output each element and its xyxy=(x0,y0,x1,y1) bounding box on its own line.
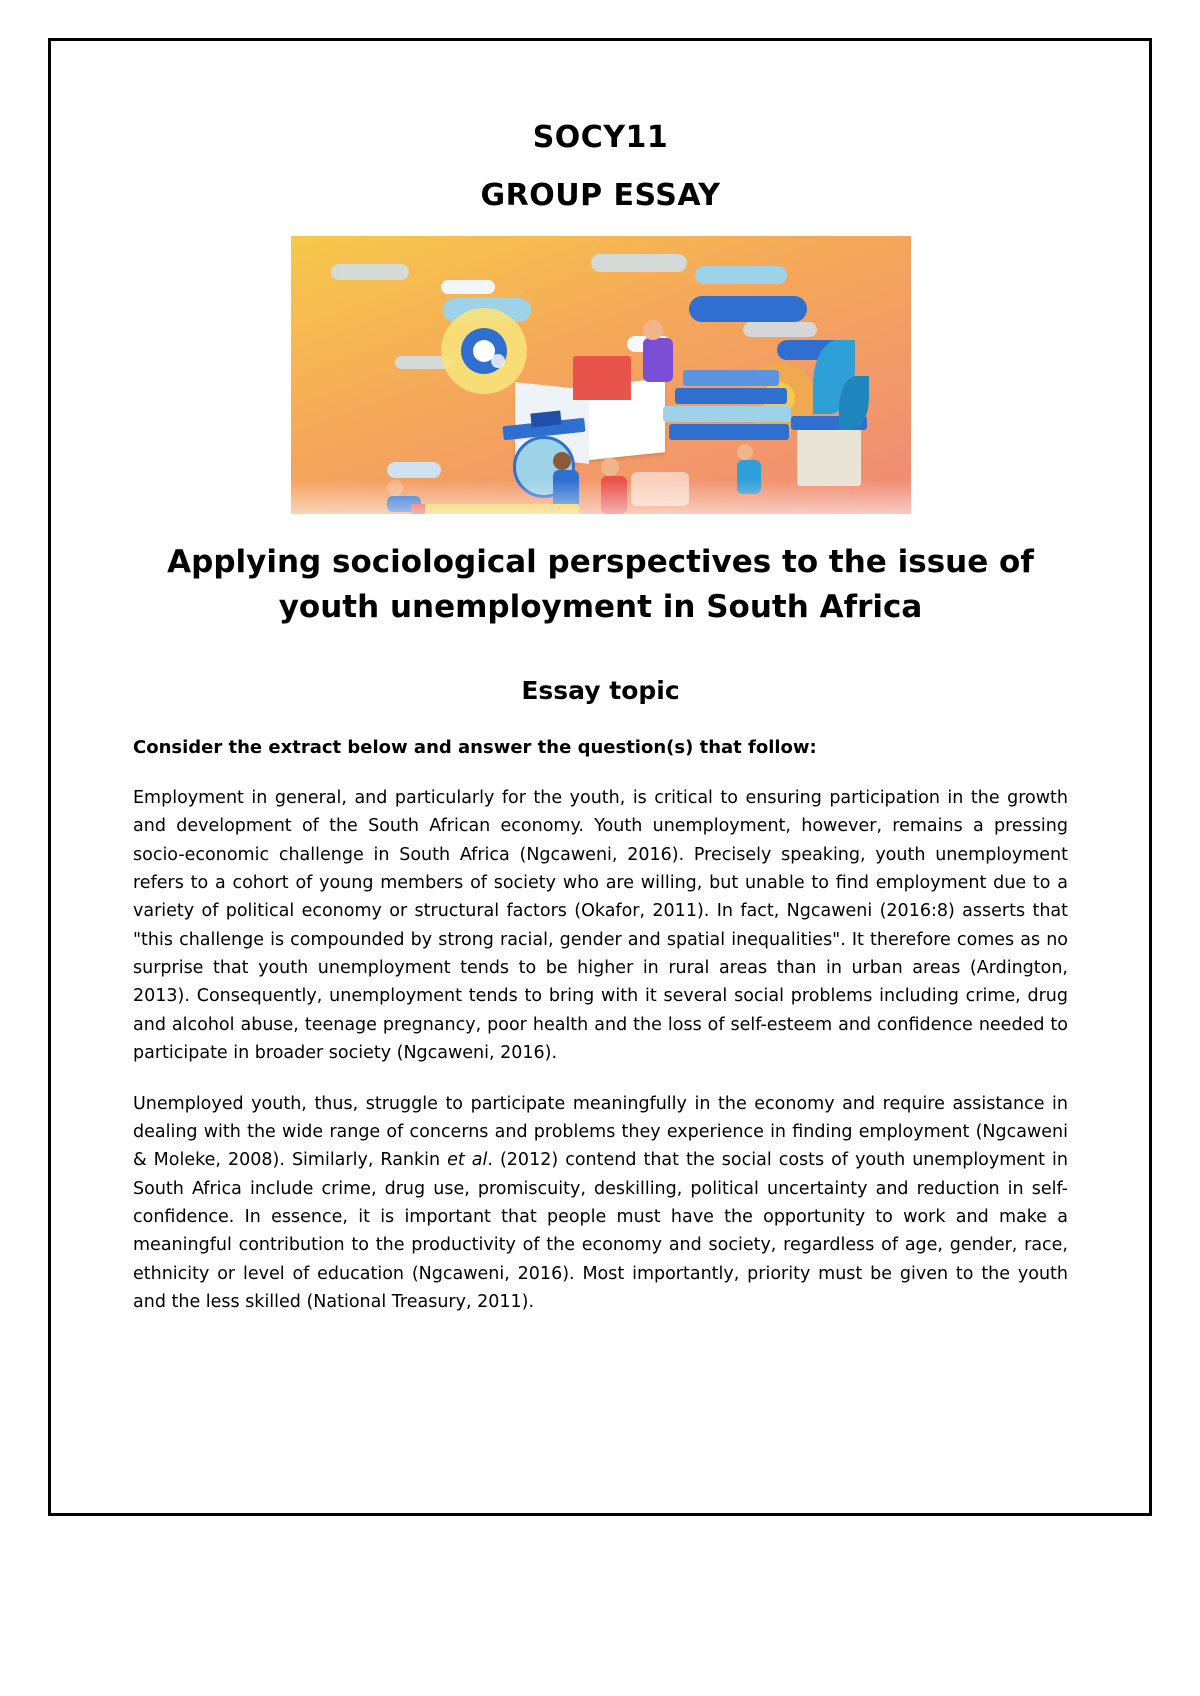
extract-paragraph-1: Employment in general, and particularly for the youth, is critical to ensuring participation in the growth and development of the South African economy. Youth unemployment, however, remains a pressing socio-economic challenge in South Africa (Ngcaweni, 2016). Precisely speaking, youth unemployment refers to a cohort of young members of society who are willing, but unable to find employment due to a variety of political economy or structural factors (Okafor, 2011). In fact, Ngcaweni (2016:8) asserts that "this challenge is compounded by strong racial, gender and spatial inequalities". It therefore comes as no surprise that youth unemployment tends to be higher in rural areas than in urban areas (Ardington, 2013). Consequently, unemployment tends to bring with it several social problems including crime, drug and alcohol abuse, teenage pregnancy, poor health and the loss of self-esteem and confidence needed to participate in broader society (Ngcaweni, 2016). xyxy=(133,788,1068,1064)
essay-prompt: Consider the extract below and answer the question(s) that follow: xyxy=(133,736,817,758)
education-books-people-illustration xyxy=(291,236,911,514)
document-content xyxy=(133,120,1068,1338)
course-code: SOCY11 xyxy=(532,120,669,155)
page-title: Applying sociological perspectives to the issue of youth unemployment in South Africa xyxy=(167,544,1034,625)
paragraph-2-text-start: Unemployed youth, thus, struggle to participate meaningfully in the economy and require assistance in dealing with the wide range of concerns and problems they experience in finding employment (Ngcaweni & Moleke, 2008). Similarly, Rankin xyxy=(133,1093,1068,1171)
paragraph-2-text-end: . (2012) contend that the social costs of youth unemployment in South Africa include crime, drug use, promiscuity, deskilling, political uncertainty and reduction in self-confidence. In essence, it is important that people must have the opportunity to work and make a meaningful contribution to the productivity of the economy and society, regardless of age, gender, race, ethnicity or level of education (Ngcaweni, 2016). Most importantly, priority must be given to the youth and the less skilled (National Treasury, 2011). xyxy=(133,1150,1068,1312)
paragraph-2-italic-citation: et al xyxy=(447,1150,488,1171)
person-figure xyxy=(643,320,673,382)
extract-paragraph-2 xyxy=(133,1090,1068,1317)
document-type: GROUP ESSAY xyxy=(480,178,721,213)
section-heading: Essay topic xyxy=(521,675,680,705)
illustration-container xyxy=(133,236,1068,514)
